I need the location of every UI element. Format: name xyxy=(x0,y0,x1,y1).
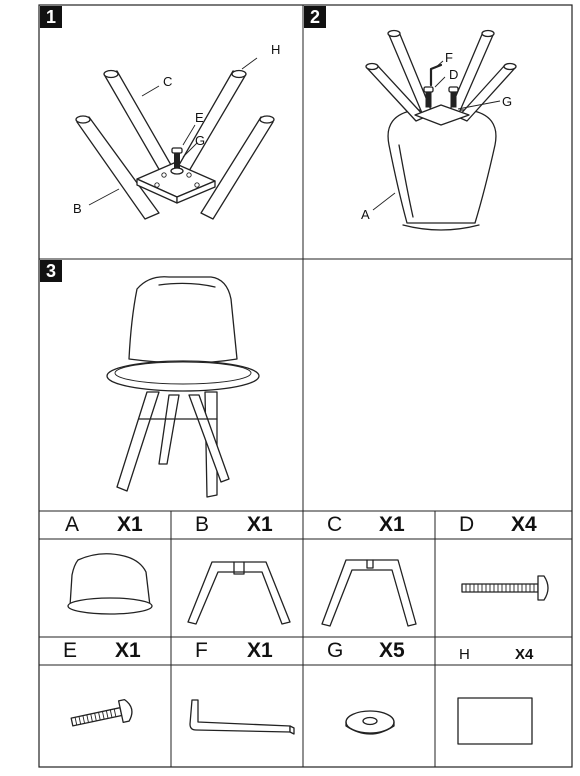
short-bolt-icon xyxy=(70,699,134,733)
part-d-letter: D xyxy=(459,513,475,536)
part-g-letter: G xyxy=(327,639,344,662)
part-a-letter: A xyxy=(65,513,80,536)
step-2-callout-g: G xyxy=(502,94,513,109)
part-b-qty: X1 xyxy=(247,513,273,536)
step-1-callout-g: G xyxy=(195,133,206,148)
step-2-callout-a: A xyxy=(361,207,370,222)
step-2-badge: 2 xyxy=(304,6,326,28)
part-d-qty: X4 xyxy=(511,513,537,536)
part-h-letter: H xyxy=(459,646,470,663)
allen-key-icon xyxy=(190,700,294,734)
step-1-callout-b: B xyxy=(73,201,82,216)
step-1-badge: 1 xyxy=(40,6,62,28)
part-f-letter: F xyxy=(195,639,208,662)
step-1-callout-c: C xyxy=(163,74,173,89)
step-1-callout-e: E xyxy=(195,110,204,125)
step-2-callout-d: D xyxy=(449,67,459,82)
foot-pad-icon xyxy=(458,698,532,744)
step-2-callout-f: F xyxy=(445,50,453,65)
part-h-qty: X4 xyxy=(515,646,534,663)
part-a-qty: X1 xyxy=(117,513,143,536)
part-c-letter: C xyxy=(327,513,343,536)
part-f-qty: X1 xyxy=(247,639,273,662)
step-1-callout-h: H xyxy=(271,42,281,57)
washer-icon xyxy=(346,711,394,734)
part-g-qty: X5 xyxy=(379,639,405,662)
part-b-letter: B xyxy=(195,513,210,536)
part-e-qty: X1 xyxy=(115,639,141,662)
part-c-qty: X1 xyxy=(379,513,405,536)
step-3-badge: 3 xyxy=(40,260,62,282)
part-e-letter: E xyxy=(63,639,78,662)
